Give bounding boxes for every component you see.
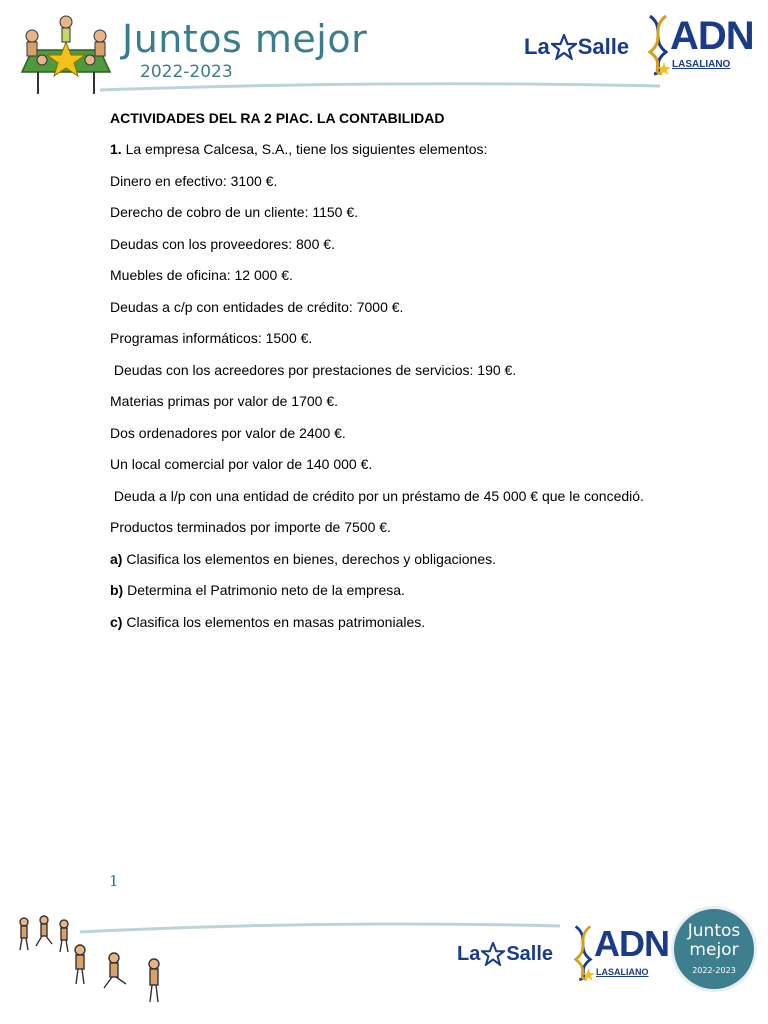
badge-line-1: Juntos bbox=[687, 921, 741, 941]
adn-logo-text: ADN bbox=[670, 14, 754, 58]
question-text: Determina el Patrimonio neto de la empresa. bbox=[123, 582, 405, 598]
footer-lasalle-logo bbox=[457, 942, 553, 966]
footer-divider-line bbox=[80, 920, 560, 934]
lasalle-logo-salle: Salle bbox=[577, 34, 630, 59]
element-line: Un local comercial por valor de 140 000 €. bbox=[110, 456, 373, 472]
header-title: Juntos mejor bbox=[122, 17, 368, 61]
element-line: Deudas con los proveedores: 800 €. bbox=[110, 235, 335, 252]
juntos-mejor-badge bbox=[671, 906, 757, 992]
footer-adn-lasaliano-logo bbox=[572, 923, 669, 984]
page-header bbox=[0, 0, 768, 100]
question-label: b) bbox=[110, 582, 124, 598]
element-line: Derecho de cobro de un cliente: 1150 €. bbox=[110, 204, 359, 220]
exercise-intro-text: La empresa Calcesa, S.A., tiene los siguientes elementos: bbox=[121, 141, 488, 157]
question-text: Clasifica los elementos en masas patrimoniales. bbox=[122, 613, 426, 630]
question-a bbox=[110, 551, 656, 568]
exercise-number: 1. bbox=[110, 141, 122, 157]
dna-helix-icon bbox=[572, 924, 594, 982]
question-text: Clasifica los elementos en bienes, derechos y obligaciones. bbox=[122, 550, 496, 567]
star-icon bbox=[481, 942, 505, 966]
element-line: Dinero en efectivo: 3100 €. bbox=[110, 172, 278, 189]
question-b bbox=[110, 582, 656, 599]
lasalle-logo bbox=[524, 34, 629, 60]
question-label: a) bbox=[110, 550, 123, 567]
adn-lasaliano-logo bbox=[646, 14, 754, 78]
element-line: Materias primas por valor de 1700 €. bbox=[110, 393, 338, 409]
element-line: Muebles de oficina: 12 000 €. bbox=[110, 267, 293, 283]
element-line: Productos terminados por importe de 7500 €. bbox=[110, 519, 391, 535]
star-icon bbox=[551, 34, 577, 60]
document-body bbox=[110, 110, 656, 645]
adn-logo-subtext: LASALIANO bbox=[596, 967, 649, 977]
question-c bbox=[110, 614, 656, 631]
question-label: c) bbox=[110, 613, 123, 630]
element-line: Deudas con los acreedores por prestaciones de servicios: 190 €. bbox=[110, 361, 517, 378]
header-divider-line bbox=[100, 82, 660, 94]
element-line: Programas informáticos: 1500 €. bbox=[110, 330, 313, 346]
lasalle-logo-salle: Salle bbox=[506, 943, 554, 965]
adn-logo-text: ADN bbox=[594, 923, 669, 964]
lasalle-logo-la: La bbox=[524, 34, 550, 59]
element-line: Deudas a c/p con entidades de crédito: 7000 €. bbox=[110, 298, 404, 315]
lasalle-logo-la: La bbox=[457, 943, 481, 965]
adn-logo-subtext: LASALIANO bbox=[672, 59, 731, 70]
document-heading: ACTIVIDADES DEL RA 2 PIAC. LA CONTABILIDAD bbox=[110, 110, 445, 126]
page-number: 1 bbox=[109, 872, 119, 890]
dna-helix-icon bbox=[646, 14, 670, 76]
exercise-intro bbox=[110, 141, 656, 158]
element-line: Deuda a l/p con una entidad de crédito por un préstamo de 45 000 € que le concedió. bbox=[110, 487, 644, 504]
header-years: 2022-2023 bbox=[140, 62, 233, 82]
badge-years: 2022-2023 bbox=[692, 966, 736, 975]
page-footer bbox=[0, 900, 768, 1024]
element-line: Dos ordenadores por valor de 2400 €. bbox=[110, 424, 346, 441]
badge-line-2: mejor bbox=[689, 940, 739, 960]
